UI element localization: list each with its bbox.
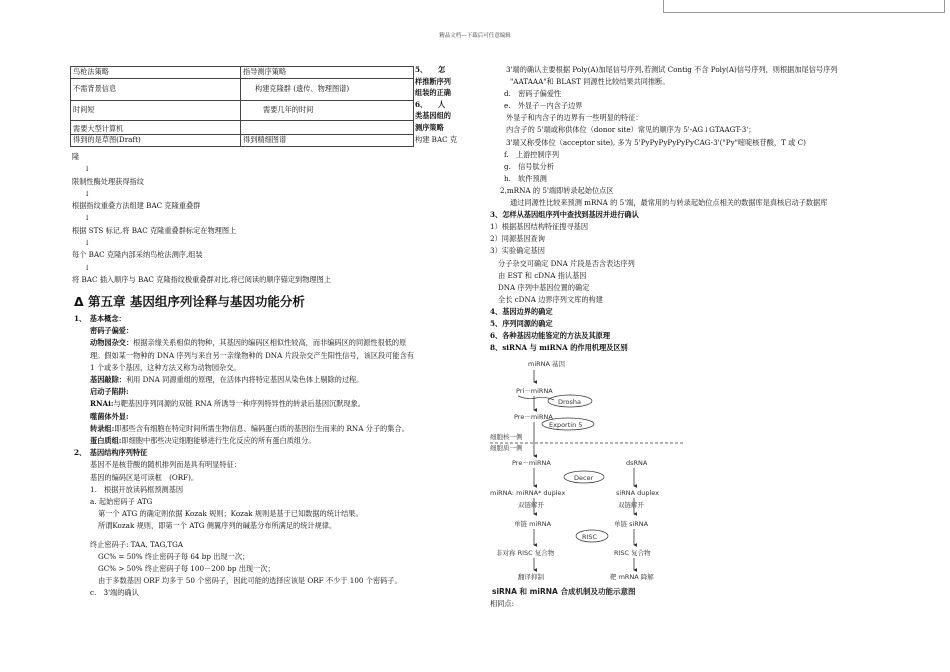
section-heading: 3、怎样从基因组序列中查找到基因并进行确认 (490, 210, 639, 220)
unwind-label-right: 双链解开 (618, 501, 644, 509)
table-cell: 指导测序策略 (241, 67, 414, 79)
body-line: 3）实验确定基因 (490, 246, 545, 256)
table-cell: 鸟枪法策略 (71, 67, 241, 79)
table-row (71, 79, 414, 101)
table-cell: 得到精细图谱 (241, 135, 414, 147)
middle-line: 类基因组的 (415, 111, 451, 121)
page-header: 精品文档---下载后可任意编辑 (439, 33, 511, 39)
body-line: e. 外显子－内含子边界 (504, 101, 583, 111)
cytoplasm-side-label: 细胞质一侧 (490, 444, 523, 452)
risc-label: RISC (582, 533, 598, 541)
section-heading: 8、siRNA 与 miRNA 的作用机理及区别 (490, 343, 628, 353)
ss-sirna-label: 单链 siRNA (614, 520, 649, 528)
diagram-caption: siRNA 和 miRNA 合成机制及功能示意图 (492, 587, 636, 596)
term-label: 蛋白质组: (90, 436, 122, 446)
term-label: 噬菌体外显: (90, 411, 129, 421)
table-row (71, 135, 414, 147)
term-label: RNAi: (90, 399, 114, 409)
flow-line: 隆 (72, 152, 80, 161)
middle-column (415, 64, 463, 145)
body-line: 由于多数基因 ORF 均多于 50 个密码子，因此可能的选择应该是 ORF 不少于 100 个密码子。 (98, 576, 402, 586)
table-cell: 得到的是草图(Draft) (71, 135, 241, 147)
table-cell: 需要大型计算机 (71, 121, 241, 135)
body-line: 2,mRNA 的 5'端即转录起始位点区 (500, 185, 614, 195)
risc-complex-label: RISC 复合物 (614, 549, 651, 557)
flow-line: 根据指纹重叠方法组建 BAC 克隆重叠群 (72, 201, 201, 211)
pre-mirna-label: Pre－miRNA (514, 413, 553, 421)
table-cell: 需要几年的时间 (241, 101, 414, 121)
body-line: 第一个 ATG 的确定则依据 Kozak 规则；Kozak 规则是基于已知数据的统计结果。 (98, 509, 363, 519)
body-line: g. 信号肽分析 (504, 161, 555, 171)
term-label: 密码子偏爱： (90, 326, 134, 336)
flow-arrow: ↓ (84, 213, 91, 223)
term-text: 1 个或多个基因，这种方法又称为动物园杂交。 (90, 362, 241, 372)
flow-line: 每个 BAC 克隆内部采纳鸟枪法测序,组装 (72, 250, 203, 260)
middle-line: 样推断序列 (415, 76, 451, 86)
sirna-duplex-label: siRNA duplex (616, 489, 659, 497)
middle-line: 5、 怎 (415, 65, 446, 74)
mrna-degrade-label: 靶 mRNA 降解 (610, 573, 654, 581)
term-label: 动物园杂交： (90, 338, 134, 348)
flow-arrow: ↓ (84, 238, 91, 248)
body-line: c. 3'端的确认 (90, 588, 139, 598)
body-line: 终止密码子: TAA, TAG,TGA (90, 539, 184, 549)
table-cell: 时间短 (71, 101, 241, 121)
term-text: 利用 DNA 同源重组的原理，在活体内将特定基因从染色体上剔除的过程。 (125, 375, 364, 385)
table-row (71, 121, 414, 135)
body-line: 基因不是核苷酸的随机排列而是具有明显特征： (90, 460, 241, 470)
section-heading: 2、 基因结构序列特征 (74, 448, 148, 458)
pri-mirna-label: Pri－miRNA (516, 387, 553, 395)
body-line: GC% > 50% 终止密码子每 100－200 bp 出现一次； (98, 564, 275, 574)
flow-line: 将 BAC 插入顺序与 BAC 克隆指纹极重叠群对比,将已阅读的顺序锚定到物理图上 (72, 274, 331, 284)
section-heading: 6、各种基因功能鉴定的方法及其原理 (490, 331, 611, 341)
flow-arrow: ↓ (84, 188, 91, 198)
body-line: "AATAAA"和 BLAST 同源性比较结果共同推断。 (510, 77, 670, 87)
body-line: 分子杂交可确定 DNA 片段是否含表达序列 (498, 258, 635, 268)
body-line: 外显子和内含子的边界有一些明显的特征： (506, 113, 643, 123)
section-heading: 5、序列同源的确定 (490, 318, 553, 328)
body-line: a. 起始密码子 ATG (90, 497, 153, 507)
table-cell: 不需背景信息 (71, 79, 241, 101)
term-text: 即细胞中那些决定细胞能够进行生化反应的所有蛋白质组分。 (121, 436, 316, 446)
left-body (74, 313, 414, 600)
term-text: 即那些含有细胞在特定时间所需生物信息、编码蛋白质的基因衍生而来的 RNA 分子的集合。 (114, 423, 409, 433)
table-row (71, 101, 414, 121)
middle-line: 6、 人 (415, 99, 446, 109)
term-label: 启动子陷阱: (90, 387, 129, 397)
body-line: GC% = 50% 终止密码子每 64 bp 出现一次； (98, 551, 250, 561)
flow-line: 限制性酶处理获得指纹 (72, 176, 144, 186)
dicer-label: Decer (574, 474, 594, 482)
table-cell (241, 121, 414, 135)
body-line: f. 上游控制序列 (504, 149, 560, 159)
mirna-sirna-diagram (488, 358, 688, 598)
nucleus-side-label: 细胞核一侧 (490, 433, 523, 441)
ss-mirna-label: 单链 miRNA (514, 520, 552, 528)
body-line: h. 软件预测 (504, 173, 547, 183)
bac-flow (72, 151, 331, 286)
middle-line: 构建 BAC 克 (415, 134, 458, 144)
flow-line: 根据 STS 标记,将 BAC 克隆重叠群标定在物理图上 (72, 225, 237, 235)
flow-arrow: ↓ (84, 262, 91, 272)
body-line: 1. 根据开放读码框预测基因 (90, 484, 184, 494)
middle-line: 测序策略 (415, 122, 444, 132)
unwind-label-left: 双链解开 (518, 501, 544, 509)
body-line: 由 EST 和 cDNA 指认基因 (498, 270, 587, 280)
mirna-gene-label: miRNA 基因 (528, 360, 566, 368)
drosha-label: Drosha (558, 398, 582, 406)
middle-line: 组装的正确 (415, 88, 451, 98)
top-header-box (663, 0, 945, 13)
asym-risc-label: 非对称 RISC 复合物 (496, 549, 555, 557)
body-line: 3'端的确认主要根据 Poly(A)加尾信号序列,若测试 Contig 不含 Poly(A)信号序列，则根据加尾信号序列 (506, 65, 838, 74)
term-text: 理。假如某一物种的 DNA 序列与来自另一亲缘物种的 DNA 片段杂交产生阳性信号，该区段可能含有 (90, 350, 414, 360)
body-line: 通过同源性比较来预测 mRNA 的 5'端，最常用的与转录起始位点相关的数据库是真核启动子数据库 (510, 198, 828, 208)
term-label: 转录组: (90, 423, 115, 433)
section-heading: 1、 基本概念： (74, 314, 126, 323)
chapter-title: Δ 第五章 基因组序列诠释与基因功能分析 (74, 294, 305, 309)
body-line: 全长 cDNA 边界序列文库的构建 (498, 294, 603, 304)
body-line: 2）同源基因查询 (490, 234, 545, 244)
table-cell: 构建克隆群 (遗传、物理图谱) (241, 79, 414, 101)
section-heading: 4、基因边界的确定 (490, 306, 553, 316)
body-line: 3'端又称受体位（acceptor site), 多为 5'PyPyPyPyPyPyCAG-3'("Py"嘧啶核苷酸，T 或 C) (506, 137, 806, 147)
flow-arrow: ↓ (84, 164, 91, 174)
body-line: d. 密码子偏爱性 (504, 89, 562, 99)
body-line: 基因的编码区是可读框 (ORF)。 (90, 472, 199, 482)
same-points-label: 相同点: (490, 599, 514, 608)
term-label: 基因敲除： (90, 375, 126, 385)
right-body (490, 64, 837, 354)
translation-inhibit-label: 翻译抑制 (518, 573, 544, 581)
pre-mirna-cyto-label: Pre－miRNA (512, 459, 551, 467)
table-row (71, 67, 414, 79)
body-line: 所谓Kozak 规则，即第一个 ATG 侧翼序列的碱基分布所满足的统计规律。 (98, 521, 337, 531)
mirna-duplex-label: miRNA: miRNA* duplex (490, 489, 566, 497)
body-line: DNA 序列中基因位置的确定 (498, 282, 590, 292)
exportin-label: Exportin 5 (549, 421, 583, 429)
body-line: 内含子的 5'端或称供体位（donor site）常见的顺序为 5'-AG↓GTAAGT-3'； (506, 125, 756, 135)
body-line: 1）根据基因结构特征搜寻基因 (490, 222, 589, 232)
strategy-comparison-table (70, 66, 414, 147)
term-text: 与靶基因序列同源的双链 RNA 所诱导一种序列特异性的转录后基因沉默现象。 (113, 399, 365, 409)
term-text: 根据亲缘关系相似的物种，其基因的编码区相似性较高，而非编码区的同源性很低的原 (133, 338, 407, 348)
dsrna-label: dsRNA (626, 459, 648, 467)
